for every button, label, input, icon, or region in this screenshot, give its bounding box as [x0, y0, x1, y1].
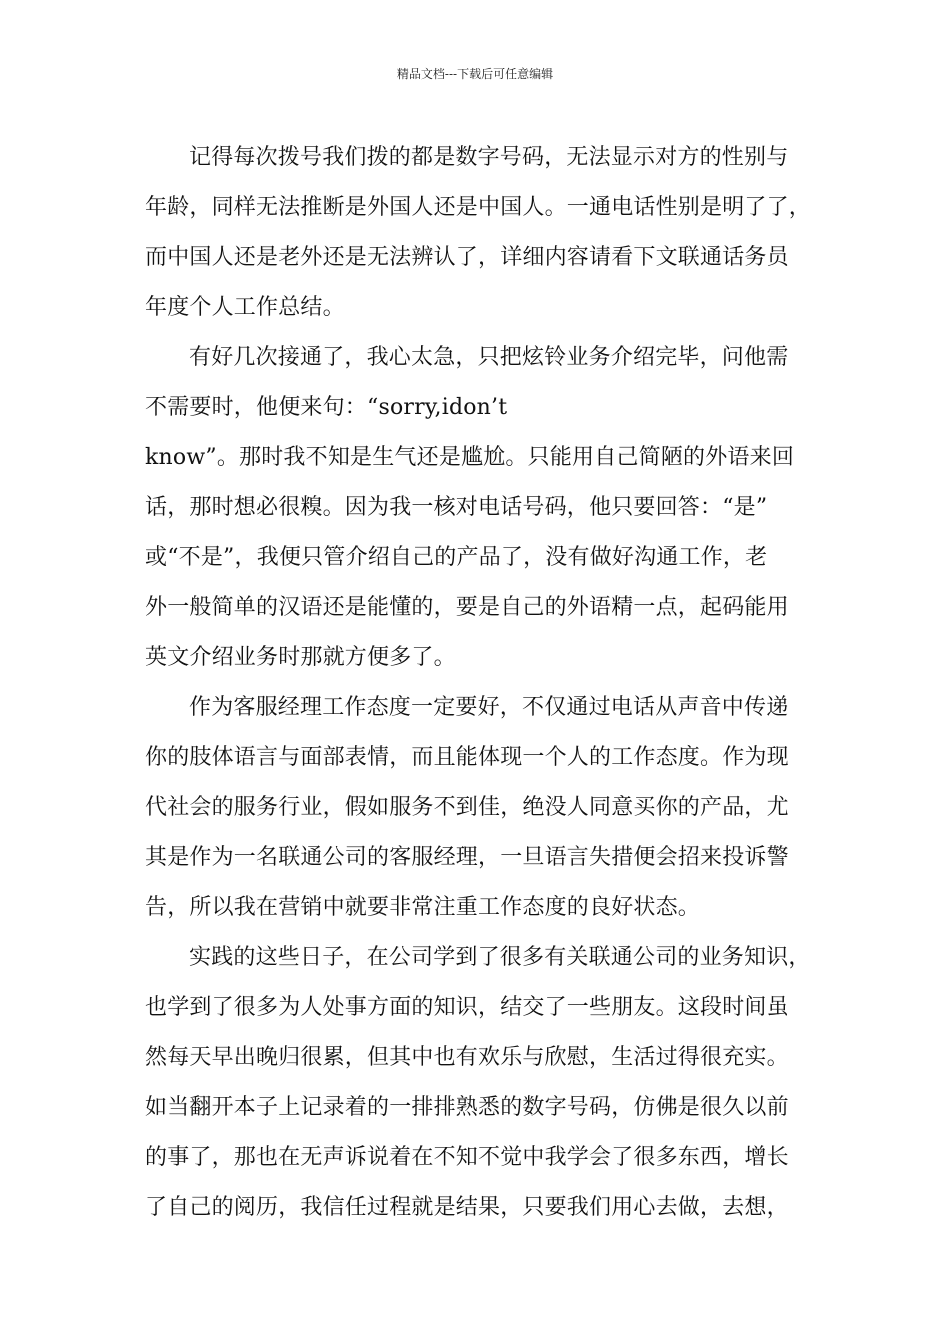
- paragraph-line: 实践的这些日子，在公司学到了很多有关联通公司的业务知识，: [189, 945, 811, 970]
- paragraph-line: 的事了，那也在无声诉说着在不知不觉中我学会了很多东西，增长: [145, 1145, 789, 1170]
- paragraph-line: 英文介绍业务时那就方便多了。: [145, 645, 456, 670]
- paragraph-line: 告，所以我在营销中就要非常注重工作态度的良好状态。: [145, 895, 701, 920]
- paragraph-line: 记得每次拨号我们拨的都是数字号码，无法显示对方的性别与: [189, 145, 789, 170]
- paragraph-line: 你的肢体语言与面部表情，而且能体现一个人的工作态度。作为现: [145, 745, 789, 770]
- paragraph-line: 或“不是”，我便只管介绍自己的产品了，没有做好沟通工作，老: [145, 545, 768, 570]
- paragraph-line: 也学到了很多为人处事方面的知识，结交了一些朋友。这段时间虽: [145, 995, 789, 1020]
- paragraph-line: know”。那时我不知是生气还是尴尬。只能用自己简陋的外语来回: [145, 445, 795, 470]
- paragraph-line: 而中国人还是老外还是无法辨认了，详细内容请看下文联通话务员: [145, 245, 789, 270]
- paragraph-line: 不需要时，他便来句：“sorry,idon’t: [145, 395, 508, 420]
- paragraph-line: 有好几次接通了，我心太急，只把炫铃业务介绍完毕，问他需: [189, 345, 789, 370]
- paragraph-line: 话，那时想必很糗。因为我一核对电话号码，他只要回答：“是”: [145, 495, 768, 520]
- paragraph-line: 如当翻开本子上记录着的一排排熟悉的数字号码，仿佛是很久以前: [145, 1095, 789, 1120]
- paragraph-line: 其是作为一名联通公司的客服经理，一旦语言失措便会招来投诉警: [145, 845, 789, 870]
- page-header: 精品文档---下载后可任意编辑: [396, 67, 554, 81]
- paragraph-line: 年度个人工作总结。: [145, 295, 345, 320]
- paragraph-line: 作为客服经理工作态度一定要好，不仅通过电话从声音中传递: [189, 695, 789, 720]
- paragraph-line: 外一般简单的汉语还是能懂的，要是自己的外语精一点，起码能用: [145, 595, 789, 620]
- paragraph-line: 代社会的服务行业，假如服务不到佳，绝没人同意买你的产品，尤: [145, 795, 789, 820]
- document-body: [145, 133, 825, 1233]
- paragraph-line: 年龄，同样无法推断是外国人还是中国人。一通电话性别是明了了，: [145, 195, 812, 220]
- paragraph-line: 了自己的阅历，我信任过程就是结果，只要我们用心去做，去想，: [145, 1195, 789, 1220]
- paragraph-line: 然每天早出晚归很累，但其中也有欢乐与欣慰，生活过得很充实。: [145, 1045, 789, 1070]
